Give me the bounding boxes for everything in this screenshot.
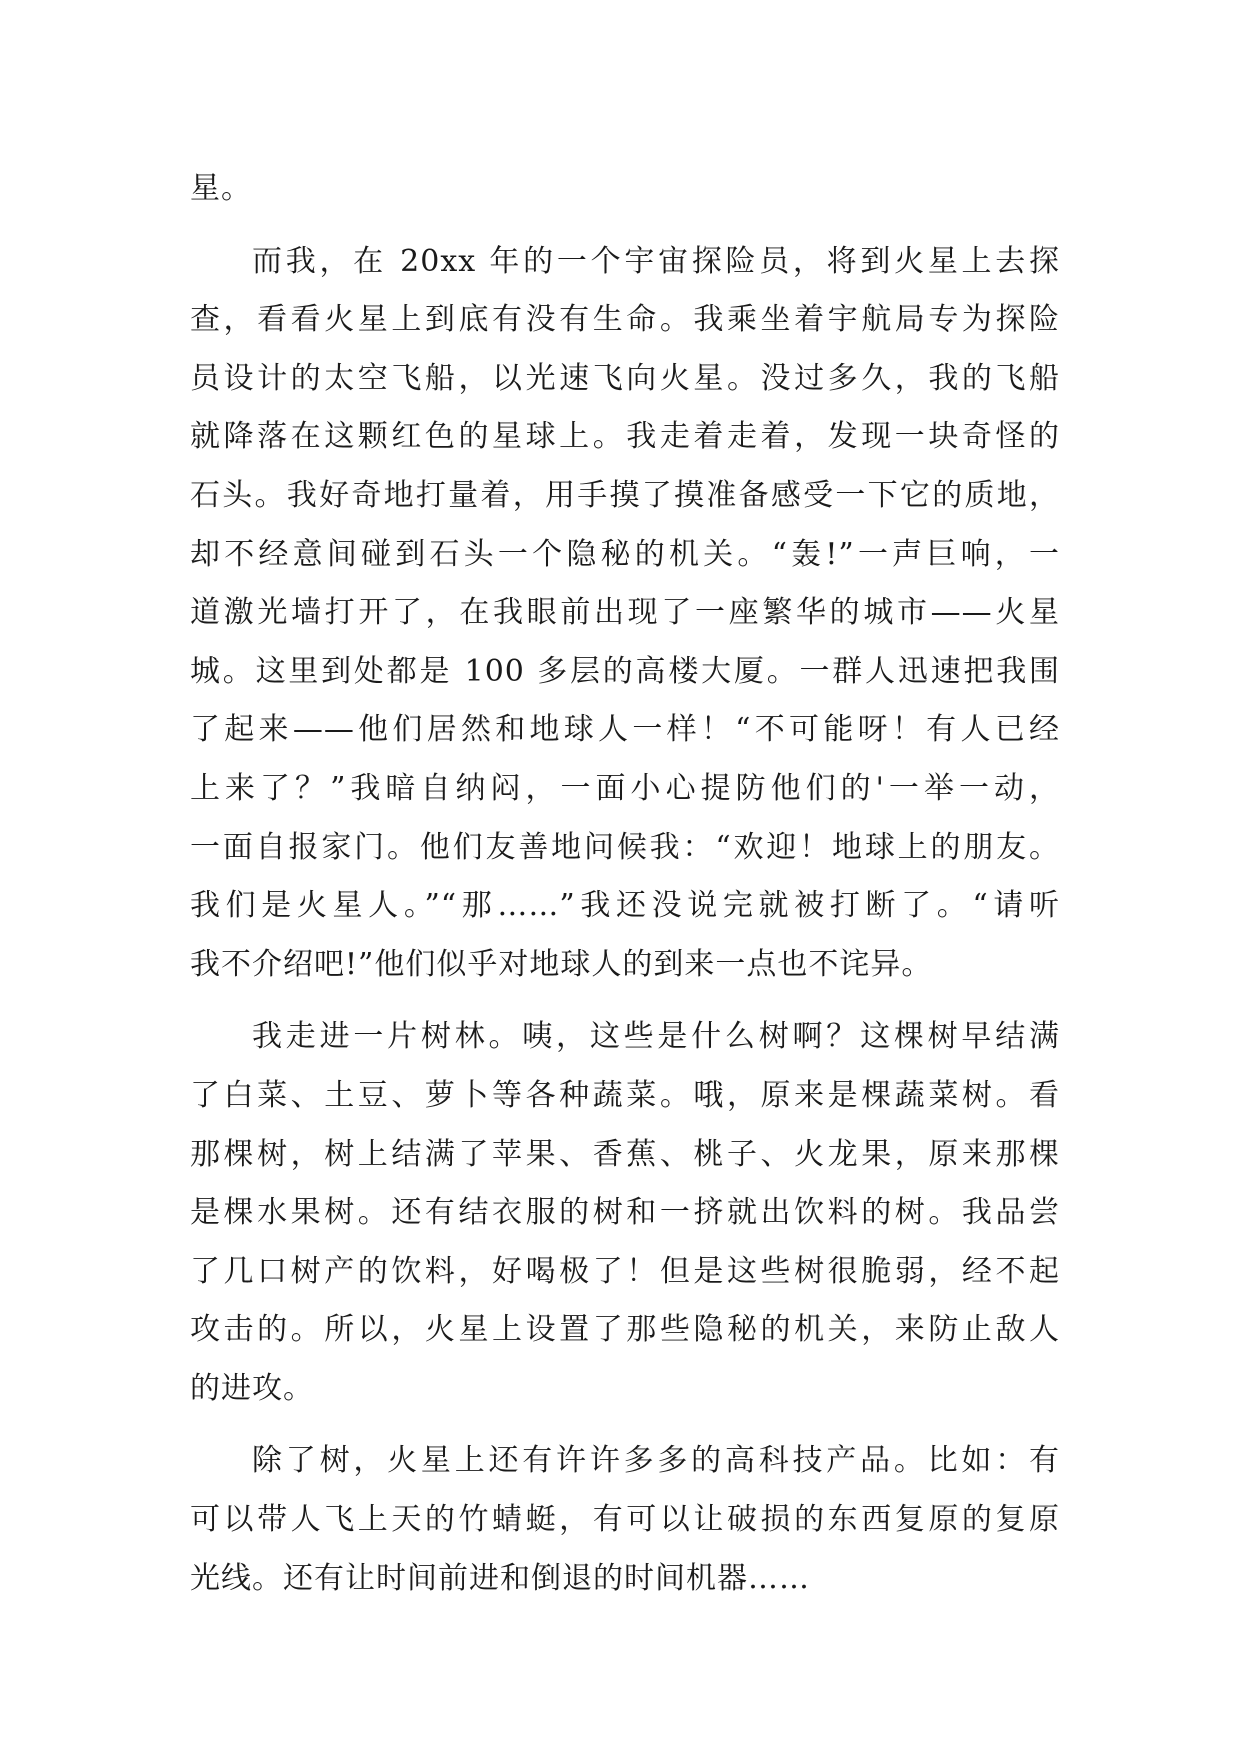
text-line: 却不经意间碰到石头一个隐秘的机关。“轰!”一声巨响，一 [190, 536, 1060, 572]
text-line: 查，看看火星上到底有没有生命。我乘坐着宇航局专为探险 [190, 302, 1060, 338]
text-line: 我走进一片树林。咦，这些是什么树啊？这棵树早结满 [252, 1019, 1060, 1055]
paragraph-2 [190, 233, 1060, 995]
text-line: 除了树，火星上还有许许多多的高科技产品。比如：有 [252, 1443, 1060, 1479]
text-line: 了白菜、土豆、萝卜等各种蔬菜。哦，原来是棵蔬菜树。看 [190, 1077, 1060, 1113]
text-line: 城。这里到处都是 100 多层的高楼大厦。一群人迅速把我围 [190, 653, 1060, 689]
text-line: 可以带人飞上天的竹蜻蜓，有可以让破损的东西复原的复原 [190, 1502, 1060, 1538]
paragraph-4 [190, 1432, 1060, 1608]
text-line: 而我，在 20xx 年的一个宇宙探险员，将到火星上去探 [252, 243, 1060, 279]
text-line: 一面自报家门。他们友善地问候我：“欢迎！地球上的朋友。 [190, 829, 1060, 865]
paragraph-1 [190, 160, 1060, 219]
text-line: 那棵树，树上结满了苹果、香蕉、桃子、火龙果，原来那棵 [190, 1136, 1060, 1172]
text-line: 我们是火星人。”“那……”我还没说完就被打断了。“请听 [190, 888, 1060, 924]
text-line: 的进攻。 [190, 1370, 314, 1406]
text-line: 员设计的太空飞船，以光速飞向火星。没过多久，我的飞船 [190, 360, 1060, 396]
text-line: 星。 [190, 171, 252, 206]
text-line: 光线。还有让时间前进和倒退的时间机器…… [190, 1560, 810, 1596]
text-line: 我不介绍吧!”他们似乎对地球人的到来一点也不诧异。 [190, 946, 933, 982]
text-line: 是棵水果树。还有结衣服的树和一挤就出饮料的树。我品尝 [190, 1195, 1060, 1231]
text-line: 上来了？”我暗自纳闷，一面小心提防他们的'一举一动， [190, 770, 1060, 806]
text-line: 了起来——他们居然和地球人一样！“不可能呀！有人已经 [190, 712, 1060, 748]
text-line: 攻击的。所以，火星上设置了那些隐秘的机关，来防止敌人 [190, 1312, 1060, 1348]
text-line: 就降落在这颗红色的星球上。我走着走着，发现一块奇怪的 [190, 419, 1060, 455]
text-line: 石头。我好奇地打量着，用手摸了摸准备感受一下它的质地， [190, 477, 1060, 513]
document-body [190, 160, 1060, 1608]
text-line: 了几口树产的饮料，好喝极了！但是这些树很脆弱，经不起 [190, 1253, 1060, 1289]
paragraph-3 [190, 1008, 1060, 1418]
text-line: 道激光墙打开了，在我眼前出现了一座繁华的城市——火星 [190, 595, 1060, 631]
